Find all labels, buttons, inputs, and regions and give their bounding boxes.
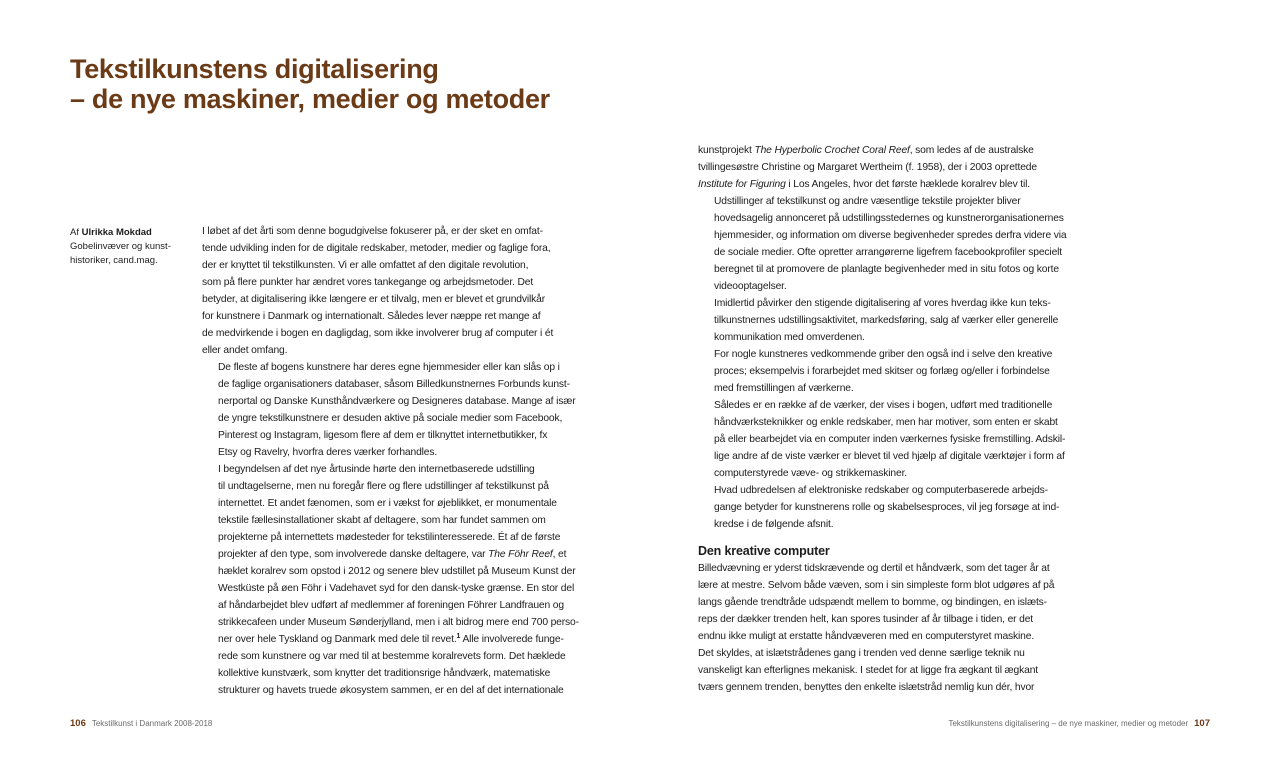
text-line: tvillingesøstre Christine og Margaret Wertheim (f. 1958), der i 2003 oprettede [698,162,1037,173]
text-line: lige andre af de viste værker er blevet til ved hjælp af digitale værktøjer i form af [714,451,1065,462]
text-line: internettet. Et andet fænomen, som er i vækst for øjeblikket, er monumentale [218,498,557,509]
institution-name: Institute for Figuring [698,179,786,190]
text-line: De fleste af bogens kunstnere har deres egne hjemmesider eller kan slås op i [218,362,560,373]
text-line: computerstyrede væve- og strikkemaskiner. [714,468,907,479]
text-line: proces; eksempelvis i forarbejdet med skitser og forlæg og/eller i forbindelse [714,366,1050,377]
author-name: Ulrikka Mokdad [81,227,152,238]
text-line: videooptagelser. [714,281,787,292]
section-heading: Den kreative computer [698,544,830,558]
text-line: gange betyder for kunstnerens rolle og skabelsesproces, vil jeg forsøge at ind- [714,502,1060,513]
page-title [70,54,630,114]
text-line: hjemmesider, og information om diverse begivenheder spredes derfra videre via [714,230,1067,241]
paragraph-continuation [698,142,1078,193]
page-title-line-1: Tekstilkunstens digitalisering [70,54,439,84]
footnote-marker[interactable]: 1 [456,633,461,640]
left-page-footer [70,718,212,730]
running-title-footer: Tekstilkunstens digitalisering – de nye maskiner, medier og metoder [948,719,1189,728]
text-line: vanskeligt kan efterlignes mekanisk. I stedet for at ligge fra ægkant til ægkant [698,665,1038,676]
author-credit [70,226,188,268]
text-line: for kunstnere i Danmark og internationalt. Således lever næppe ret mange af [202,311,541,322]
text-line: til undtagelserne, men nu foregår flere og flere udstillinger af tekstilkunst på [218,481,549,492]
text-line: nerportal og Danske Kunsthåndværkere og Designeres database. Mange af især [218,396,576,407]
text-line: Imidlertid påvirker den stigende digitalisering af vores hverdag ikke kun teks- [714,298,1051,309]
paragraph-hvad-udbredelsen [698,482,1078,533]
right-page-footer [948,718,1210,730]
text-line: I begyndelsen af det nye årtusinde hørte den internetbaserede udstilling [218,464,535,475]
text-line: For nogle kunstneres vedkommende griber den også ind i selve den kreative [714,349,1053,360]
text-line: Pinterest og Instagram, ligesom flere af dem er tilknyttet internetbutikker, fx [218,430,548,441]
text-line: hovedsagelig annonceret på udstillingsstedernes og kunstnerorganisationernes [714,213,1064,224]
text-line: med fremstillingen af værkerne. [714,383,854,394]
text-line: betyder, at digitalisering ikke længere er et tilvalg, men er blevet et grundvilkår [202,294,545,305]
text-line: de yngre tekstilkunstnere er desuden aktive på sociale medier som Facebook, [218,413,563,424]
text-run: , som ledes af de australske [909,145,1034,156]
text-line: de faglige organisationers databaser, såsom Billedkunstnernes Forbunds kunst- [218,379,570,390]
text-line: de medvirkende i bogen en dagligdag, som ikke involverer brug af computer i ét [202,328,554,339]
text-line: strikkecafeen under Museum Sønderjylland, men i alt bidrog mere end 700 perso- [218,617,579,628]
text-line: tilkunstnernes udstillingsaktivitet, markedsføring, salg af værker eller generelle [714,315,1059,326]
text-line: strukturer og havets truede økosystem sammen, er en del af det internationale [218,685,564,696]
text-line: lære at mestre. Selvom både væven, som i sin simpleste form blot udgøres af på [698,580,1055,591]
text-line [202,546,582,563]
text-line: kommunikation med omverdenen. [714,332,865,343]
page-title-line-2: – de nye maskiner, medier og metoder [70,84,550,114]
author-role-line-2: historiker, cand.mag. [70,255,158,266]
work-title-foehr-reef: The Föhr Reef [488,549,553,560]
work-title-hyperbolic-reef: The Hyperbolic Crochet Coral Reef [754,145,910,156]
text-run: i Los Angeles, hvor det første hæklede koralrev blev til. [785,179,1030,190]
text-line: de sociale medier. Ofte opretter arrangørerne ligefrem facebookprofiler specielt [714,247,1062,258]
paragraph-intro [202,223,582,359]
text-line: Billedvævning er yderst tidskrævende og dertil et håndværk, som det tager år at [698,563,1050,574]
text-run: , et [552,549,567,560]
text-line: beregnet til at promovere de planlagte begivenheder med in situ fotos og korte [714,264,1059,275]
paragraph-foehr-reef [202,461,582,699]
paragraph-imidlertid [698,295,1078,346]
text-line: Westküste på øen Föhr i Vadehavet syd for den dansk-tyske grænse. En stor del [218,583,575,594]
text-line: langs gående trendtråde udspændt mellem to bomme, og bindingen, en islæts- [698,597,1047,608]
text-run: projekter af den type, som involverede danske deltagere, var [218,549,489,560]
text-run: kunstprojekt [698,145,755,156]
text-line: der er knyttet til tekstilkunsten. Vi er alle omfattet af den digitale revolution, [202,260,529,271]
author-byline [70,226,188,240]
paragraph-billedvaevning [698,560,1078,696]
text-line: reps der dækker trenden helt, kan spores tusinder af år tilbage i tiden, er det [698,614,1034,625]
paragraph-saaledes [698,397,1078,482]
book-title-footer: Tekstilkunst i Danmark 2008-2018 [91,719,213,728]
text-line: Udstillinger af tekstilkunst og andre væsentlige tekstile projekter bliver [714,196,1021,207]
left-body-column [202,223,582,699]
text-line: tekstile fællesinstallationer skabt af deltagere, som har fundet sammen om [218,515,546,526]
author-role-line-1: Gobelinvæver og kunst- [70,241,171,252]
text-line: Hvad udbredelsen af elektroniske redskaber og computerbaserede arbejds- [714,485,1048,496]
text-line: Etsy og Ravelry, hvorfra deres værker forhandles. [218,447,438,458]
text-line: endnu ikke muligt at erstatte håndvæveren med en computerstyret maskine. [698,631,1035,642]
text-line: tende udvikling inden for de digitale redskaber, metoder, medier og faglige fora, [202,243,551,254]
text-line: eller andet omfang. [202,345,288,356]
paragraph-udstillinger [698,193,1078,295]
text-line: håndværksteknikker og enkle redskaber, men har motiver, som enten er skabt [714,417,1058,428]
text-line: som på flere punkter har ændret vores tankegange og arbejdsmetoder. Det [202,277,534,288]
text-line: på eller bearbejdet via en computer inden værkernes fysiske fremstilling. Adskil- [714,434,1066,445]
text-line: kollektive kunstværk, som knytter det traditionsrige håndværk, matematiske [218,668,551,679]
text-line: Således er en række af de værker, der vises i bogen, udført med traditionelle [714,400,1053,411]
author-prefix: Af [70,227,82,238]
text-line: rede som kunstnere og var med til at bestemme koralrevets form. Det hæklede [218,651,566,662]
paragraph-nogle-kunstnere [698,346,1078,397]
text-line: Det skyldes, at islætstrådenes gang i trenden ved denne særlige teknik nu [698,648,1025,659]
right-body-column [698,142,1078,696]
text-run: Alle involverede funge- [460,634,564,645]
text-run: ner over hele Tyskland og Danmark med dele til revet. [218,634,457,645]
text-line [698,176,1078,193]
text-line: I løbet af det årti som denne bogudgivelse fokuserer på, er der sket en omfat- [202,226,543,237]
text-line: tværs gennem trenden, benyttes den enkelte islætstråd nemlig kun dér, hvor [698,682,1035,693]
text-line: af håndarbejdet blev udført af medlemmer af foreningen Föhrer Landfrauen og [218,600,564,611]
text-line [698,142,1078,159]
text-line: projekterne på internettets mødesteder for tekstilinteresserede. Ét af de første [218,532,561,543]
page-number-left: 106 [70,718,86,729]
page-number-right: 107 [1194,718,1210,729]
text-line: hæklet koralrev som opstod i 2012 og senere blev udstillet på Museum Kunst der [218,566,576,577]
paragraph-bogens-kunstnere [202,359,582,461]
text-line: kredse i de følgende afsnit. [714,519,834,530]
text-line [202,631,582,648]
